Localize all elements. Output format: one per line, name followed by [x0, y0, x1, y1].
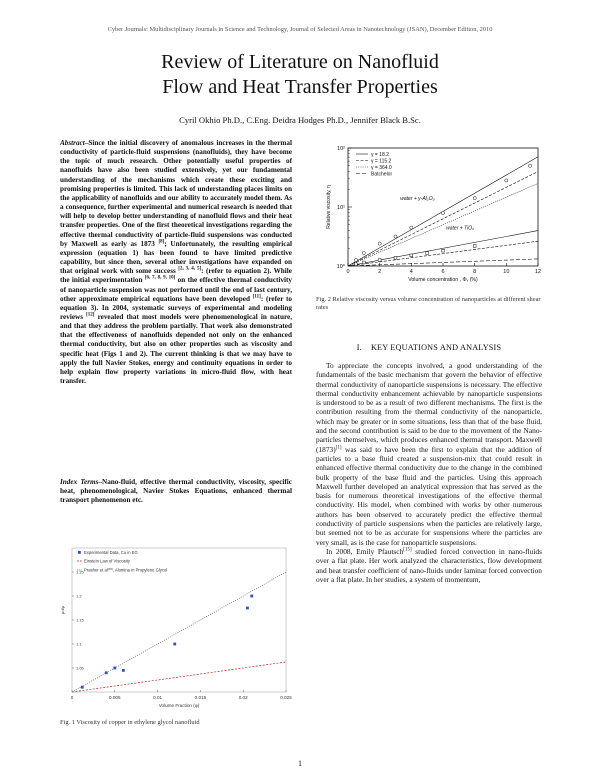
x-tick-label: 0.015	[194, 695, 207, 700]
y-tick-label: 10²	[337, 146, 345, 152]
body-text-span: was said to have been the first to explain that the addition of particles to a base fluid created a suspension-mix that could result in enhanced effective thermal conductivity due to the change in the combined bulk property of the base fluid and the particles. Using this approach Maxwell further developed an analytical expression that has served as the basis for numerous theoretical investigations of the effective thermal conductivity. His model, when combined with works by other numerous authors has been observed to accurately predict the effective thermal conductivity of particle suspensions when the particles are relatively large, but seemed not to be as accurate for suspensions where the particles are very small, as is the case for nanoparticle suspensions.	[316, 444, 542, 547]
y-tick-label: 1.25	[76, 569, 84, 575]
y-tick-label: 10¹	[337, 205, 345, 211]
legend-label: γ = 115.2	[371, 158, 392, 165]
data-point	[410, 226, 413, 229]
data-point	[528, 164, 531, 167]
section-number: I.	[356, 343, 362, 352]
y-tick-label: 1.05	[76, 665, 84, 671]
y-tick-label: 1.2	[76, 593, 82, 599]
data-point	[426, 252, 429, 255]
tio2-curve-1	[348, 231, 538, 266]
authors: Cyril Okhio Ph.D., C.Eng. Deidra Hodges Ph.D., Jennifer Black B.Sc.	[179, 115, 421, 125]
index-terms-text: –Nano-fluid, effective thermal conductivity, viscosity, specific heat, phenomenological, Navier Stokes Equations, enhanced thermal transport phenomenon etc.	[60, 478, 292, 505]
fig2-caption: Fig. 2 Relative viscosity versus volume concentration of nanoparticles at different shear rates	[316, 296, 541, 311]
data-point	[246, 607, 249, 610]
x-axis-label: Volume concentration , Φᵥ (%)	[408, 277, 478, 283]
paper-title	[0, 50, 600, 100]
abstract	[60, 139, 292, 386]
data-point	[394, 256, 397, 259]
abstract-text: –Since the initial discovery of anomalous increases in the thermal conductivity of particle-fluid suspensions (nanofluids), they have become the topic of much research. Other potentially useful properties of nanofluids have also been studied extensively, yet our fundamental understanding of the mechanisms which create these exciting and promising properties is limited. This lack of understanding places limits on the applicability of nanofluids and our ability to accurately model them. As a consequence, further experimental and numerical research is needed that will help to develop better understanding of nanofluid flows and their heat transfer properties. One of the first theoretical investigations regarding the effective thermal conductivity of particle-fluid suspensions was conducted by Maxwell as early as 1873	[60, 139, 292, 248]
body-text-span: To appreciate the concepts involved, a good understanding of the fundamentals of the basic mechanism that govern the behavior of effective thermal conductivity of nanoparticle suspensions is necessary. The effective thermal conductivity enhancement achievable by nanoparticle suspensions is understood to be as a result of two different mechanisms. The first is the contribution resulting from the thermal conductivity of the nanoparticle, which may be greater or in some situations, less than that of the base fluid, and the second contribution is said to be due to the movement of the Nano-particles themselves, which produces enhanced thermal transport. Maxwell (1873)	[316, 361, 542, 454]
ref-marker: [15]	[403, 547, 412, 553]
data-point	[113, 667, 116, 670]
fig1-caption: Fig. 1 Viscosity of copper in ethylene glycol nanofluid	[60, 719, 200, 726]
body-text	[316, 361, 542, 584]
data-point	[122, 669, 125, 672]
body-text-span: In 2008, Emily Pfautsch	[326, 546, 404, 556]
x-tick-label: 6	[441, 269, 445, 275]
x-tick-label: 4	[409, 269, 413, 275]
legend-label: γ = 18.2	[371, 152, 389, 158]
abstract-text: revealed that most models were phenomenological in nature, and that they address the problem partially. That work also demonstrated that the effectiveness of nanofluids depended not only on the enhanced thermal conductivity, but also on other properties such as viscosity and specific heat (Figs 1 and 2). The current thinking is that we may have to apply the full Navier Stokes, energy and continuity equations in order to help explain flow property variations in micro-fluid flow, with heat transfer.	[60, 312, 292, 386]
fig1-chart	[58, 540, 300, 712]
data-point	[354, 259, 357, 262]
data-point	[473, 245, 476, 248]
data-point	[442, 249, 445, 252]
legend-label: Experimental Data, Cu in EG	[84, 550, 138, 555]
x-tick-label: 0	[70, 695, 74, 700]
y-axis-label: μₙf/μ	[60, 605, 65, 615]
legend-label: γ = 364.0	[371, 165, 392, 171]
x-tick-label: 0.01	[153, 695, 163, 700]
body-paragraph	[316, 361, 542, 547]
index-terms	[60, 478, 292, 505]
data-point	[81, 686, 84, 689]
legend-label: Einstein Law of Viscosity	[84, 558, 131, 564]
journal-header: Cyber Journals: Multidisciplinary Journals in Science and Technology, Journal of Selected Areas in Nanotechnology (JSAN), December Edition, 2010	[107, 26, 493, 33]
ref-marker: [11]	[252, 294, 261, 300]
index-terms-lead: Index Terms	[60, 478, 99, 486]
annotation-label: water + TiO₂	[446, 225, 475, 232]
y-tick-label: 1.1	[76, 641, 82, 647]
body-text-span: studied forced convection in nano-fluids over a flat plate. Her work analyzed the characteristics, flow development and heat transfer coefficient of nano-fluids under laminar forced convection over a flat plate. In her studies, a system of momentum,	[316, 546, 542, 584]
abstract-text: on the effective thermal conductivity of nanoparticle suspension was not performed until the end of last century, other approximate empirical equations have been developed	[60, 276, 292, 303]
page-number: 1	[298, 759, 302, 768]
data-point	[441, 211, 444, 214]
abstract-text: : (refer to equation 3). In 2004, systematic surveys of experimental and modeling reviews	[60, 294, 292, 321]
data-point	[362, 251, 365, 254]
data-point	[355, 263, 358, 266]
x-tick-label: 8	[473, 269, 477, 275]
section-title: KEY EQUATIONS AND ANALYSIS	[370, 343, 502, 352]
ref-marker: [6, 7, 8, 9, 10]	[144, 275, 176, 281]
x-tick-label: 2	[378, 269, 382, 275]
data-point	[410, 254, 413, 257]
x-tick-label: 0	[346, 269, 350, 275]
x-tick-label: 10	[503, 269, 510, 275]
data-point	[394, 235, 397, 238]
fig2-chart	[318, 142, 544, 292]
abstract-lead: Abstract	[60, 139, 85, 147]
ref-marker: [8]	[158, 239, 165, 245]
body-paragraph	[316, 547, 542, 584]
x-tick-label: 0.02	[238, 695, 248, 700]
abstract-text: : (refer to equation 2). While the initial experimentation	[60, 267, 292, 285]
y-tick-label: 1.15	[76, 617, 84, 623]
data-point	[505, 179, 508, 182]
legend-label: Prasher et al[15], Alumina in Propylene Glycol	[84, 567, 168, 573]
data-point	[173, 643, 176, 646]
legend-marker-data	[78, 551, 81, 554]
data-point	[250, 595, 253, 598]
section-heading	[316, 343, 542, 352]
data-point	[378, 259, 381, 262]
title-line-1: Review of Literature on Nanofluid	[161, 51, 439, 73]
data-point	[362, 261, 365, 264]
data-point	[378, 242, 381, 245]
x-tick-label: 0.025	[280, 695, 292, 700]
y-axis-label: Relative viscosity, η	[326, 185, 332, 229]
legend-label: Batchelor	[371, 171, 393, 178]
x-tick-label: 0.005	[109, 695, 121, 700]
ref-marker: [12]	[86, 312, 95, 318]
x-tick-label: 12	[534, 269, 542, 275]
data-point	[473, 197, 476, 200]
abstract-text: ; Unfortunately, the resulting empirical expression (equation 1) has been found to have limited predictive capability, but since then, several other investigations have expanded on that original work with some success	[60, 239, 292, 276]
annotation-label: water + γ-Al₂O₃	[400, 195, 435, 202]
y-tick-label: 10⁰	[336, 264, 345, 270]
title-line-2: Flow and Heat Transfer Properties	[162, 76, 438, 98]
ref-marker: [2, 3, 4, 5]	[178, 266, 202, 272]
x-axis-label: Volume Fraction (φ)	[158, 703, 200, 708]
data-point	[105, 671, 108, 674]
ref-marker: [1]	[335, 445, 342, 451]
